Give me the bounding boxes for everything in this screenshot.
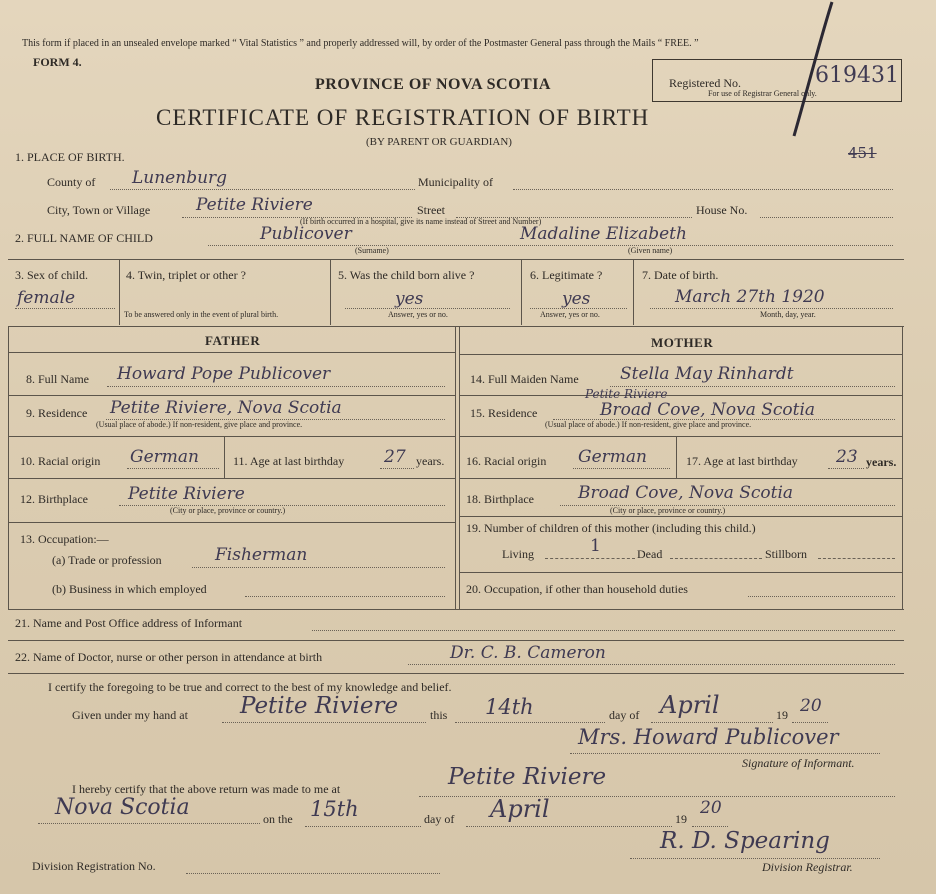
trade-line (192, 567, 445, 568)
father-residence-label: 9. Residence (26, 406, 88, 420)
father-occupation-label: 13. Occupation:— (20, 532, 109, 546)
box-border (902, 326, 903, 609)
row-divider (459, 395, 902, 396)
children-count-label: 19. Number of children of this mother (including this child.) (466, 521, 756, 535)
father-birthplace-label: 12. Birthplace (20, 492, 88, 506)
parents-divider (459, 326, 460, 609)
mother-racial-line (573, 468, 670, 469)
informant-signature-line (570, 753, 880, 754)
living-value: 1 (590, 536, 601, 556)
father-years-label: years. (416, 454, 445, 468)
given-year-value: 20 (800, 696, 822, 716)
alive-line (345, 308, 510, 309)
registrar-day-line (305, 826, 421, 827)
father-age-value: 27 (384, 447, 406, 467)
form-number: FORM 4. (33, 55, 82, 69)
registrar-signature: R. D. Spearing (660, 828, 830, 854)
county-label: County of (47, 175, 96, 189)
registrar-day-of-label: day of (424, 812, 455, 826)
alive-label: 5. Was the child born alive ? (338, 268, 475, 282)
registration-box (652, 59, 902, 102)
registered-no-label: Registered No. (669, 76, 741, 90)
registrar-place-value: Petite Riviere (448, 764, 607, 790)
given-under-label: Given under my hand at (72, 708, 188, 722)
living-line (545, 558, 635, 559)
given-this-label: this (430, 708, 448, 722)
given-day-of-label: day of (609, 708, 640, 722)
city-value: Petite Riviere (196, 195, 313, 215)
row-divider (8, 259, 904, 260)
page-title: CERTIFICATE OF REGISTRATION OF BIRTH (156, 105, 650, 130)
dead-label: Dead (637, 547, 663, 561)
registrar-year-line (692, 826, 728, 827)
child-name-label: 2. FULL NAME OF CHILD (15, 231, 153, 245)
division-registrar-label: Division Registrar. (762, 860, 853, 874)
father-residence-note: (Usual place of abode.) If non-resident, give place and province. (96, 420, 303, 429)
column-divider (676, 436, 677, 478)
father-racial-label: 10. Racial origin (20, 454, 101, 468)
box-border (8, 326, 9, 609)
mail-notice: This form if placed in an unsealed envelope marked “ Vital Statistics ” and properly addressed will, by order of the Postmaster General pass through the Mails “ FREE. ” (22, 38, 699, 49)
child-name-line (208, 245, 893, 246)
surname-note: (Surname) (355, 246, 389, 255)
date-of-birth-note: Month, day, year. (760, 310, 816, 319)
informant-signature: Mrs. Howard Publicover (578, 725, 839, 749)
municipality-label: Municipality of (418, 175, 493, 189)
column-divider (330, 259, 331, 325)
registrar-year-value: 20 (700, 798, 722, 818)
registrar-month-value: April (490, 795, 550, 823)
county-line (110, 189, 415, 190)
doctor-line (408, 664, 895, 665)
city-label: City, Town or Village (47, 203, 151, 217)
given-year-line (792, 722, 828, 723)
mother-heading: MOTHER (651, 335, 714, 350)
dead-line (670, 558, 762, 559)
registrar-on-the-label: on the (263, 812, 293, 826)
father-age-line (380, 468, 414, 469)
father-age-label: 11. Age at last birthday (233, 454, 345, 468)
mother-years-label: years. (866, 455, 897, 469)
mother-residence-value: Broad Cove, Nova Scotia (600, 400, 816, 420)
given-place-value: Petite Riviere (240, 693, 399, 719)
sex-line (15, 308, 115, 309)
mother-birthplace-value: Broad Cove, Nova Scotia (578, 483, 794, 503)
child-surname-value: Publicover (260, 224, 352, 244)
sex-value: female (17, 288, 76, 308)
business-label: (b) Business in which employed (52, 582, 207, 596)
date-of-birth-line (650, 308, 893, 309)
informant-signature-label: Signature of Informant. (742, 756, 855, 770)
row-divider (8, 326, 904, 327)
column-divider (119, 259, 120, 325)
mother-residence-above: Petite Riviere (585, 387, 668, 401)
mother-residence-label: 15. Residence (470, 406, 538, 420)
division-registration-label: Division Registration No. (32, 859, 156, 873)
twin-label: 4. Twin, triplet or other ? (126, 268, 246, 282)
given-name-note: (Given name) (628, 246, 673, 255)
row-divider (459, 572, 902, 573)
business-line (245, 596, 445, 597)
row-divider (8, 640, 904, 641)
stillborn-line (818, 558, 895, 559)
child-given-value: Madaline Elizabeth (520, 224, 687, 244)
registrar-month-line (466, 826, 672, 827)
father-name-value: Howard Pope Publicover (117, 364, 331, 384)
county-value: Lunenburg (132, 168, 228, 188)
doctor-label: 22. Name of Doctor, nurse or other person in attendance at birth (15, 650, 323, 664)
mother-racial-value: German (578, 447, 647, 467)
row-divider (459, 478, 902, 479)
mother-age-label: 17. Age at last birthday (686, 454, 798, 468)
stillborn-label: Stillborn (765, 547, 808, 561)
father-name-label: 8. Full Name (26, 372, 89, 386)
twin-note: To be answered only in the event of plural birth. (124, 310, 279, 319)
father-name-line (107, 386, 445, 387)
alive-value: yes (395, 289, 424, 309)
date-of-birth-label: 7. Date of birth. (642, 268, 719, 282)
row-divider (8, 609, 904, 610)
father-residence-value: Petite Riviere, Nova Scotia (110, 398, 342, 418)
column-divider (633, 259, 634, 325)
row-divider (459, 436, 902, 437)
father-birthplace-note: (City or place, province or country.) (170, 506, 286, 515)
father-racial-line (127, 468, 219, 469)
house-no-line (760, 217, 893, 218)
parents-divider (455, 326, 456, 609)
registrar-statement: I hereby certify that the above return was made to me at (72, 782, 341, 796)
mother-birthplace-note: (City or place, province or country.) (610, 506, 726, 515)
father-birthplace-value: Petite Riviere (128, 484, 245, 504)
row-divider (8, 352, 455, 353)
registrar-general-note: For use of Registrar General only. (708, 89, 817, 98)
given-year-prefix: 19 (776, 708, 788, 722)
given-day-value: 14th (485, 695, 534, 719)
registrar-year-prefix: 19 (675, 812, 687, 826)
informant-label: 21. Name and Post Office address of Informant (15, 616, 243, 630)
mother-name-value: Stella May Rinhardt (620, 364, 794, 384)
row-divider (8, 673, 904, 674)
mother-age-line (828, 468, 864, 469)
registrar-signature-line (630, 858, 880, 859)
registrar-stroke-mark (780, 0, 840, 140)
registrar-place2-value: Nova Scotia (55, 795, 190, 820)
corner-number: 451 (848, 144, 877, 162)
mother-age-value: 23 (836, 447, 858, 467)
place-section-label: 1. PLACE OF BIRTH. (15, 150, 125, 164)
mother-name-label: 14. Full Maiden Name (470, 372, 579, 386)
given-place-line (222, 722, 426, 723)
father-racial-value: German (130, 447, 199, 467)
municipality-line (513, 189, 893, 190)
trade-label: (a) Trade or profession (52, 553, 162, 567)
province-heading: PROVINCE OF NOVA SCOTIA (315, 76, 551, 93)
given-month-value: April (660, 691, 720, 719)
mother-residence-note: (Usual place of abode.) If non-resident, give place and province. (545, 420, 752, 429)
row-divider (8, 478, 455, 479)
date-of-birth-value: March 27th 1920 (675, 287, 825, 307)
registered-no-value: 619431 (815, 63, 899, 88)
legitimate-value: yes (562, 289, 591, 309)
row-divider (459, 516, 902, 517)
column-divider (224, 436, 225, 478)
informant-line (312, 630, 895, 631)
given-day-line (455, 722, 605, 723)
trade-value: Fisherman (215, 545, 308, 565)
legitimate-label: 6. Legitimate ? (530, 268, 603, 282)
mother-birthplace-label: 18. Birthplace (466, 492, 534, 506)
row-divider (459, 354, 902, 355)
mother-racial-label: 16. Racial origin (466, 454, 547, 468)
living-label: Living (502, 547, 534, 561)
sex-label: 3. Sex of child. (15, 268, 88, 282)
legitimate-note: Answer, yes or no. (540, 310, 600, 319)
row-divider (8, 436, 455, 437)
given-month-line (651, 722, 773, 723)
registrar-day-value: 15th (310, 797, 359, 821)
row-divider (8, 522, 455, 523)
hospital-note: (If birth occurred in a hospital, give its name instead of Street and Number) (300, 217, 542, 226)
mother-occupation-line (748, 596, 895, 597)
doctor-value: Dr. C. B. Cameron (450, 643, 606, 663)
certify-statement: I certify the foregoing to be true and correct to the best of my knowledge and belief. (48, 680, 452, 694)
house-no-label: House No. (696, 203, 748, 217)
row-divider (8, 395, 455, 396)
street-label: Street (417, 203, 445, 217)
registrar-place2-line (38, 823, 260, 824)
page-subtitle: (BY PARENT OR GUARDIAN) (366, 136, 512, 148)
mother-occupation-label: 20. Occupation, if other than household duties (466, 582, 688, 596)
father-heading: FATHER (205, 333, 261, 348)
column-divider (521, 259, 522, 325)
division-registration-line (186, 873, 440, 874)
alive-note: Answer, yes or no. (388, 310, 448, 319)
